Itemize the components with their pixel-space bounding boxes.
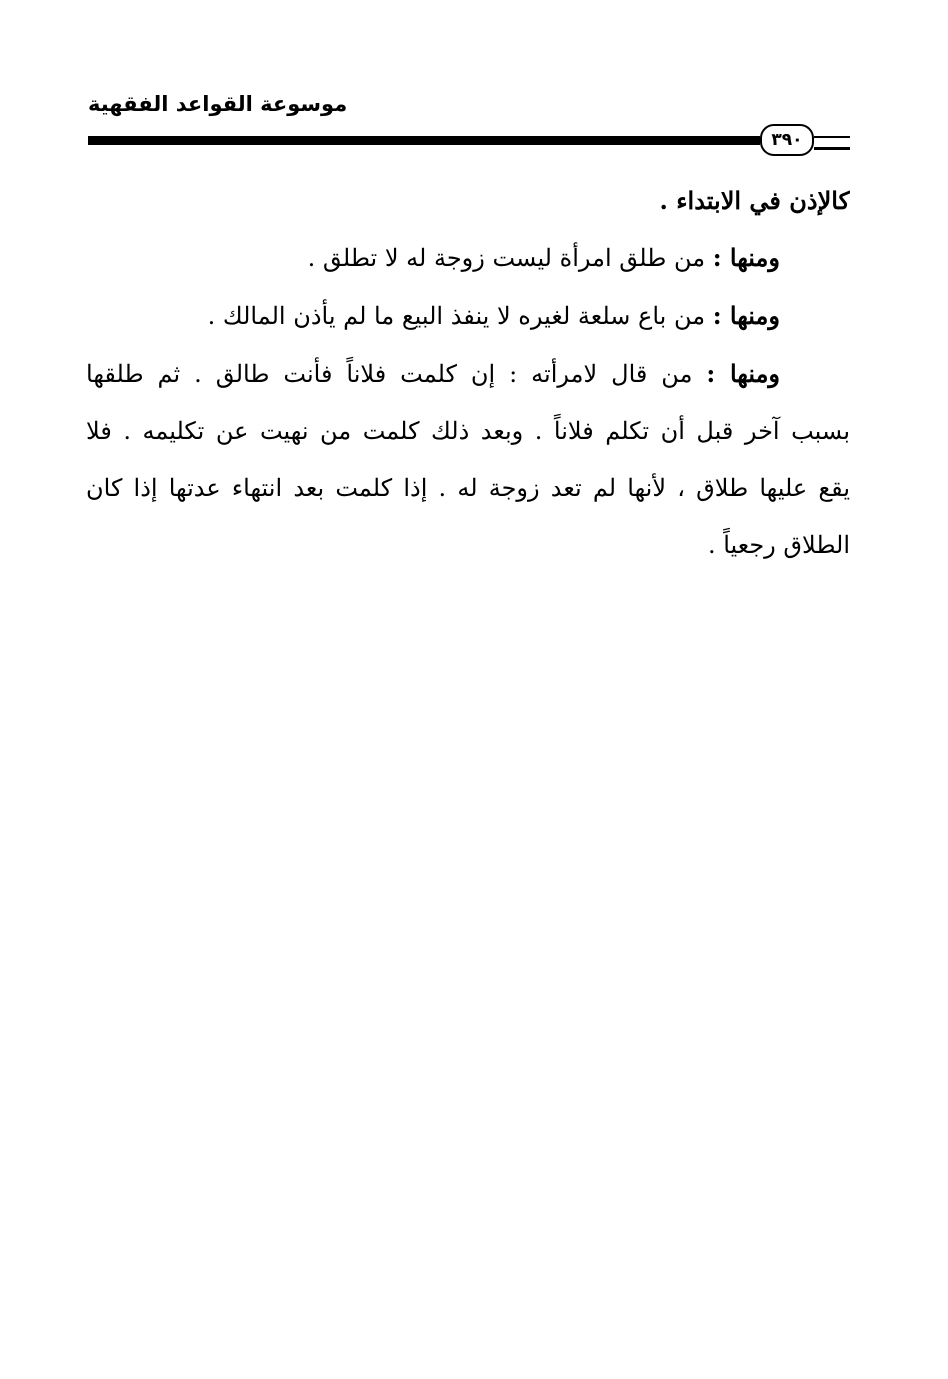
paragraph-line [86,287,850,345]
header-rule [88,136,760,145]
page-body [86,172,850,574]
running-title: موسوعة القواعد الفقهية [88,92,348,116]
paragraph-line: يقع عليها طلاق ، لأنها لم تعد زوجة له . إذا كلمت بعد انتهاء عدتها إذا كان [86,474,850,502]
paragraph-lead: ومنها : [712,301,780,330]
paragraph-text: من قال لامرأته : إن كلمت فلاناً فأنت طالق . ثم طلقها [86,360,693,388]
paragraph-lead: ومنها : [706,359,781,388]
header-rule-thin [814,147,850,150]
paragraph-text: من طلق امرأة ليست زوجة له لا تطلق . [307,244,706,272]
paragraph-text: من باع سلعة لغيره لا ينفذ البيع ما لم يأذن المالك . [207,302,706,330]
header-rule-thin [814,136,850,138]
paragraph-line [86,229,850,287]
paragraph-line: الطلاق رجعياً . [707,531,850,559]
page-number: ٣٩٠ [760,124,814,156]
paragraph-line: بسبب آخر قبل أن تكلم فلاناً . وبعد ذلك كلمت من نهيت عن تكليمه . فلا [86,417,850,445]
paragraph-lead: ومنها : [712,243,780,272]
paragraph-line [86,345,850,403]
continuation-line: كالإذن في الابتداء . [659,186,850,215]
